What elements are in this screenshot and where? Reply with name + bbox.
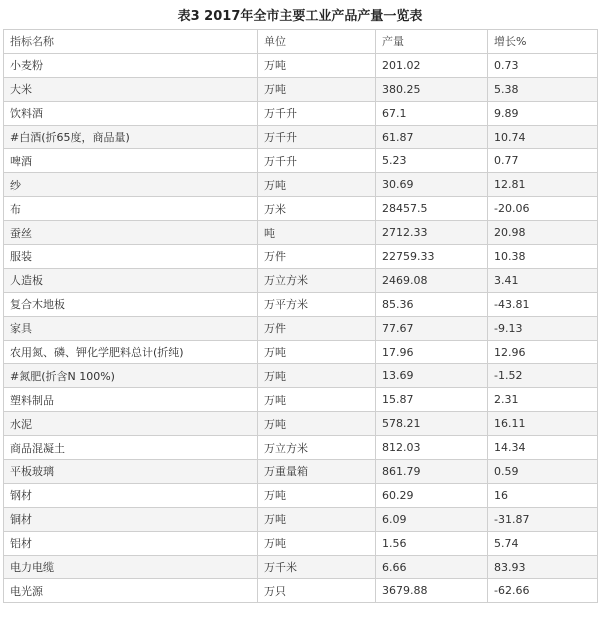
table-row xyxy=(4,197,598,221)
cell-indicator: 大米 xyxy=(4,77,258,101)
cell-indicator: 电光源 xyxy=(4,579,258,603)
cell-indicator: 家具 xyxy=(4,316,258,340)
cell-unit: 万立方米 xyxy=(258,268,376,292)
table-row xyxy=(4,316,598,340)
cell-indicator: 纱 xyxy=(4,173,258,197)
cell-growth: 16.11 xyxy=(488,412,598,436)
table-title: 表3 2017年全市主要工业产品产量一览表 xyxy=(177,9,423,24)
cell-unit: 万吨 xyxy=(258,340,376,364)
production-table xyxy=(3,29,598,603)
table-row xyxy=(4,483,598,507)
cell-output: 812.03 xyxy=(376,436,488,460)
cell-indicator: 复合木地板 xyxy=(4,292,258,316)
cell-indicator: 蚕丝 xyxy=(4,221,258,245)
table-row xyxy=(4,149,598,173)
cell-growth: -43.81 xyxy=(488,292,598,316)
cell-output: 380.25 xyxy=(376,77,488,101)
cell-unit: 万吨 xyxy=(258,77,376,101)
table-row xyxy=(4,436,598,460)
cell-output: 2469.08 xyxy=(376,268,488,292)
header-output: 产量 xyxy=(376,30,488,54)
cell-indicator: 平板玻璃 xyxy=(4,460,258,484)
cell-growth: 12.81 xyxy=(488,173,598,197)
cell-unit: 万吨 xyxy=(258,507,376,531)
table-row xyxy=(4,460,598,484)
cell-growth: 5.38 xyxy=(488,77,598,101)
table-row xyxy=(4,125,598,149)
cell-indicator: 钢材 xyxy=(4,483,258,507)
cell-growth: 83.93 xyxy=(488,555,598,579)
cell-output: 6.66 xyxy=(376,555,488,579)
cell-output: 6.09 xyxy=(376,507,488,531)
cell-indicator: 饮料酒 xyxy=(4,101,258,125)
cell-indicator: #氮肥(折含N 100%) xyxy=(4,364,258,388)
header-growth: 增长% xyxy=(488,30,598,54)
cell-unit: 万千升 xyxy=(258,101,376,125)
cell-unit: 万吨 xyxy=(258,412,376,436)
cell-growth: 0.73 xyxy=(488,53,598,77)
table-row xyxy=(4,388,598,412)
cell-indicator: 电力电缆 xyxy=(4,555,258,579)
cell-growth: -1.52 xyxy=(488,364,598,388)
table-row xyxy=(4,268,598,292)
cell-unit: 万千米 xyxy=(258,555,376,579)
table-row xyxy=(4,555,598,579)
cell-indicator: 铜材 xyxy=(4,507,258,531)
cell-output: 13.69 xyxy=(376,364,488,388)
table-row xyxy=(4,53,598,77)
cell-unit: 万吨 xyxy=(258,388,376,412)
cell-unit: 万千升 xyxy=(258,149,376,173)
cell-growth: 3.41 xyxy=(488,268,598,292)
cell-unit: 万吨 xyxy=(258,364,376,388)
table-row xyxy=(4,364,598,388)
cell-output: 17.96 xyxy=(376,340,488,364)
cell-output: 3679.88 xyxy=(376,579,488,603)
cell-growth: 14.34 xyxy=(488,436,598,460)
cell-unit: 万只 xyxy=(258,579,376,603)
cell-growth: 10.38 xyxy=(488,245,598,269)
header-unit: 单位 xyxy=(258,30,376,54)
cell-output: 28457.5 xyxy=(376,197,488,221)
cell-unit: 万米 xyxy=(258,197,376,221)
cell-growth: 0.59 xyxy=(488,460,598,484)
cell-output: 15.87 xyxy=(376,388,488,412)
cell-growth: -62.66 xyxy=(488,579,598,603)
header-indicator: 指标名称 xyxy=(4,30,258,54)
cell-indicator: 啤酒 xyxy=(4,149,258,173)
cell-unit: 万吨 xyxy=(258,483,376,507)
cell-unit: 万吨 xyxy=(258,531,376,555)
cell-indicator: 小麦粉 xyxy=(4,53,258,77)
cell-unit: 万千升 xyxy=(258,125,376,149)
cell-indicator: 布 xyxy=(4,197,258,221)
table-body xyxy=(4,53,598,602)
table-row xyxy=(4,101,598,125)
cell-output: 85.36 xyxy=(376,292,488,316)
cell-unit: 万平方米 xyxy=(258,292,376,316)
table-row xyxy=(4,579,598,603)
table-row xyxy=(4,245,598,269)
table-row xyxy=(4,412,598,436)
cell-output: 1.56 xyxy=(376,531,488,555)
cell-output: 2712.33 xyxy=(376,221,488,245)
cell-growth: -20.06 xyxy=(488,197,598,221)
cell-growth: 2.31 xyxy=(488,388,598,412)
cell-growth: 10.74 xyxy=(488,125,598,149)
cell-unit: 吨 xyxy=(258,221,376,245)
cell-output: 578.21 xyxy=(376,412,488,436)
table-row xyxy=(4,221,598,245)
cell-growth: 0.77 xyxy=(488,149,598,173)
cell-indicator: 农用氮、磷、钾化学肥料总计(折纯) xyxy=(4,340,258,364)
cell-growth: -9.13 xyxy=(488,316,598,340)
cell-unit: 万重量箱 xyxy=(258,460,376,484)
cell-growth: -31.87 xyxy=(488,507,598,531)
cell-indicator: 服装 xyxy=(4,245,258,269)
cell-output: 22759.33 xyxy=(376,245,488,269)
cell-indicator: 人造板 xyxy=(4,268,258,292)
table-row xyxy=(4,531,598,555)
cell-growth: 5.74 xyxy=(488,531,598,555)
cell-output: 60.29 xyxy=(376,483,488,507)
cell-output: 5.23 xyxy=(376,149,488,173)
cell-growth: 20.98 xyxy=(488,221,598,245)
cell-output: 30.69 xyxy=(376,173,488,197)
cell-unit: 万吨 xyxy=(258,53,376,77)
table-row xyxy=(4,340,598,364)
cell-indicator: 铝材 xyxy=(4,531,258,555)
cell-unit: 万件 xyxy=(258,245,376,269)
cell-indicator: 塑料制品 xyxy=(4,388,258,412)
table-row xyxy=(4,507,598,531)
cell-output: 201.02 xyxy=(376,53,488,77)
cell-indicator: 商品混凝土 xyxy=(4,436,258,460)
cell-output: 61.87 xyxy=(376,125,488,149)
cell-output: 67.1 xyxy=(376,101,488,125)
cell-unit: 万立方米 xyxy=(258,436,376,460)
cell-growth: 9.89 xyxy=(488,101,598,125)
cell-output: 861.79 xyxy=(376,460,488,484)
cell-growth: 12.96 xyxy=(488,340,598,364)
cell-indicator: #白酒(折65度，商品量) xyxy=(4,125,258,149)
cell-unit: 万吨 xyxy=(258,173,376,197)
cell-growth: 16 xyxy=(488,483,598,507)
table-header-row xyxy=(4,30,598,54)
table-row xyxy=(4,292,598,316)
cell-unit: 万件 xyxy=(258,316,376,340)
table-row xyxy=(4,173,598,197)
table-row xyxy=(4,77,598,101)
cell-indicator: 水泥 xyxy=(4,412,258,436)
cell-output: 77.67 xyxy=(376,316,488,340)
